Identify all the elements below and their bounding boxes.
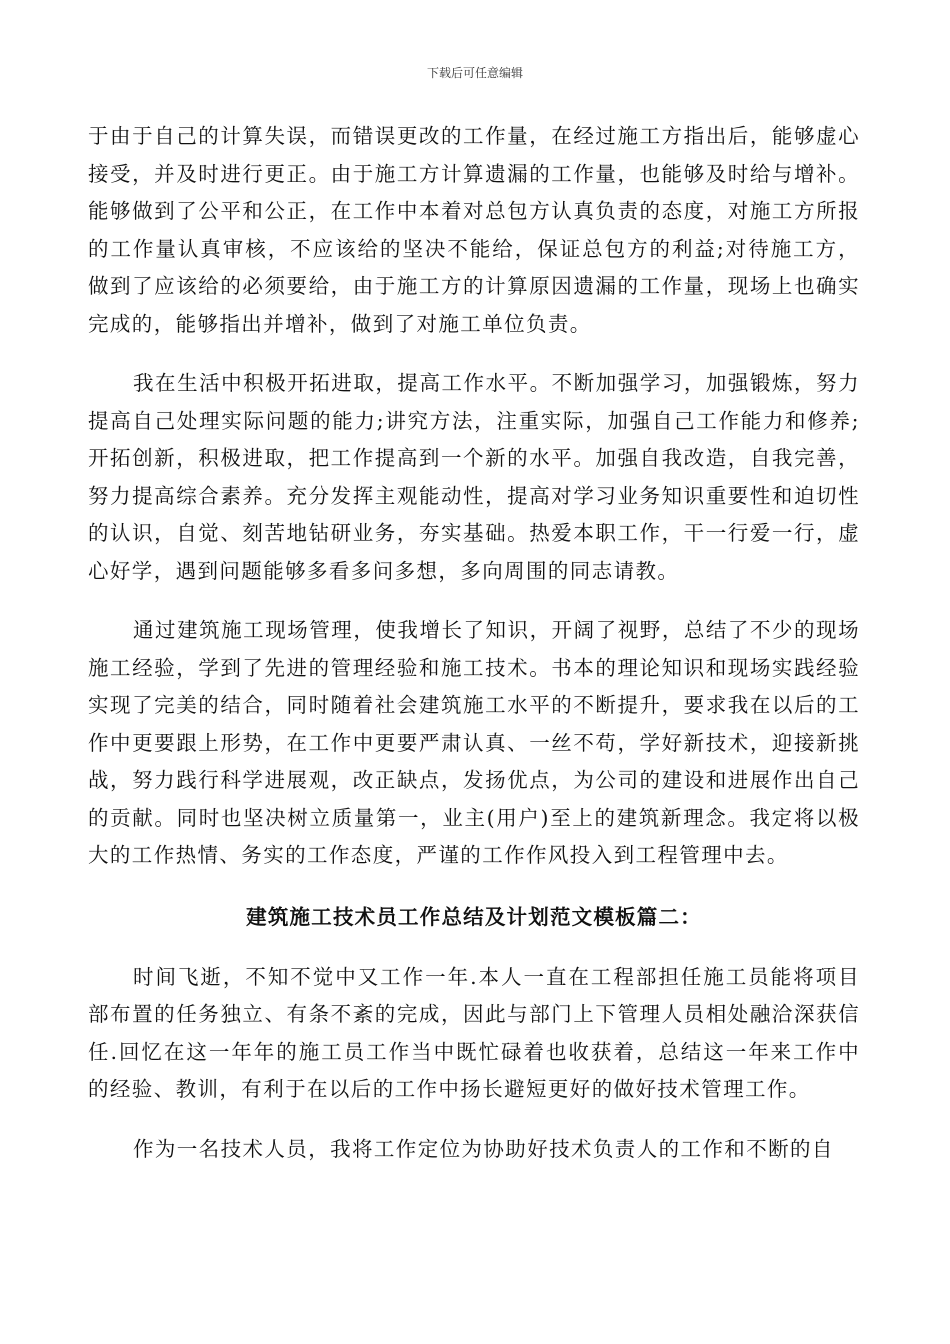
paragraph-year-summary: 时间飞逝，不知不觉中又工作一年.本人一直在工程部担任施工员能将项目部布置的任务独立、有条不紊的完成，因此与部门上下管理人员相处融洽深获信任.回忆在这一年年的施工员工作当中既忙碌着也收获着，总结这一年来工作中的经验、教训，有利于在以后的工作中扬长避短更好的做好技术管理工作。 [88, 964, 860, 1101]
document-body [88, 118, 860, 1190]
paragraph-role-definition: 作为一名技术人员，我将工作定位为协助好技术负责人的工作和不断的自 [133, 1136, 834, 1161]
paragraph-site-experience: 通过建筑施工现场管理，使我增长了知识，开阔了视野，总结了不少的现场施工经验，学到了先进的管理经验和施工技术。书本的理论知识和现场实践经验实现了完美的结合，同时随着社会建筑施工水平的不断提升，要求我在以后的工作中更要跟上形势，在工作中更要严肃认真、一丝不苟，学好新技术，迎接新挑战，努力践行科学进展观，改正缺点，发扬优点，为公司的建设和进展作出自己的贡献。同时也坚决树立质量第一，业主(用户)至上的建筑新理念。我定将以极大的工作热情、务实的工作态度，严谨的工作作风投入到工程管理中去。 [88, 618, 860, 867]
page-header-note: 下载后可任意编辑 [426, 66, 523, 80]
section-heading: 建筑施工技术员工作总结及计划范文模板篇二： [246, 904, 702, 929]
paragraph-self-improvement: 我在生活中积极开拓进取，提高工作水平。不断加强学习，加强锻炼，努力提高自己处理实际问题的能力;讲究方法，注重实际，加强自己工作能力和修养;开拓创新，积极进取，把工作提高到一个新的水平。加强自我改造，自我完善，努力提高综合素养。充分发挥主观能动性，提高对学习业务知识重要性和迫切性的认识，自觉、刻苦地钻研业务，夯实基础。热爱本职工作，干一行爱一行，虚心好学，遇到问题能够多看多问多想，多向周围的同志请教。 [88, 371, 860, 583]
paragraph-workload-review: 于由于自己的计算失误，而错误更改的工作量，在经过施工方指出后，能够虚心接受，并及时进行更正。由于施工方计算遗漏的工作量，也能够及时给与增补。能够做到了公平和公正，在工作中本着对总包方认真负责的态度，对施工方所报的工作量认真审核，不应该给的坚决不能给，保证总包方的利益;对待施工方，做到了应该给的必须要给，由于施工方的计算原因遗漏的工作量，现场上也确实完成的，能够指出并增补，做到了对施工单位负责。 [88, 124, 860, 336]
